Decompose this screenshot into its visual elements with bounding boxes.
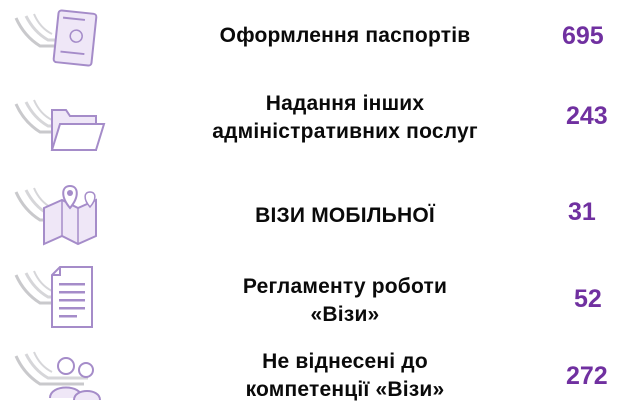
row-label-line-2: «Візи» (310, 303, 380, 326)
row-label (180, 273, 510, 329)
passport-icon (10, 6, 106, 78)
row-count: 52 (574, 285, 602, 313)
row-label (180, 22, 510, 50)
document-icon (10, 261, 106, 333)
row-label (180, 90, 510, 146)
folder-icon (10, 90, 106, 162)
category-row-other-services (0, 80, 640, 170)
row-label-line-2: компетенції «Візи» (245, 378, 445, 401)
row-label-line-1: Оформлення паспортів (219, 24, 471, 47)
people-icon (10, 342, 106, 414)
category-row-passports (0, 0, 640, 80)
row-label-line-1: Надання інших (265, 92, 425, 115)
category-row-not-competence (0, 340, 640, 420)
row-count: 31 (568, 198, 596, 226)
category-row-regulations (0, 255, 640, 340)
category-row-mobile-visa (0, 170, 640, 255)
row-label-line-1: ВІЗИ МОБІЛЬНОЇ (255, 204, 435, 227)
row-count: 272 (566, 362, 608, 390)
row-count: 695 (562, 22, 604, 50)
row-count: 243 (566, 102, 608, 130)
row-label (180, 202, 510, 230)
row-label-line-2: адміністративних послуг (212, 120, 478, 143)
row-label (180, 348, 510, 404)
map-icon (10, 178, 106, 250)
row-label-line-1: Не віднесені до (262, 350, 428, 373)
row-label-line-1: Регламенту роботи (242, 275, 448, 298)
